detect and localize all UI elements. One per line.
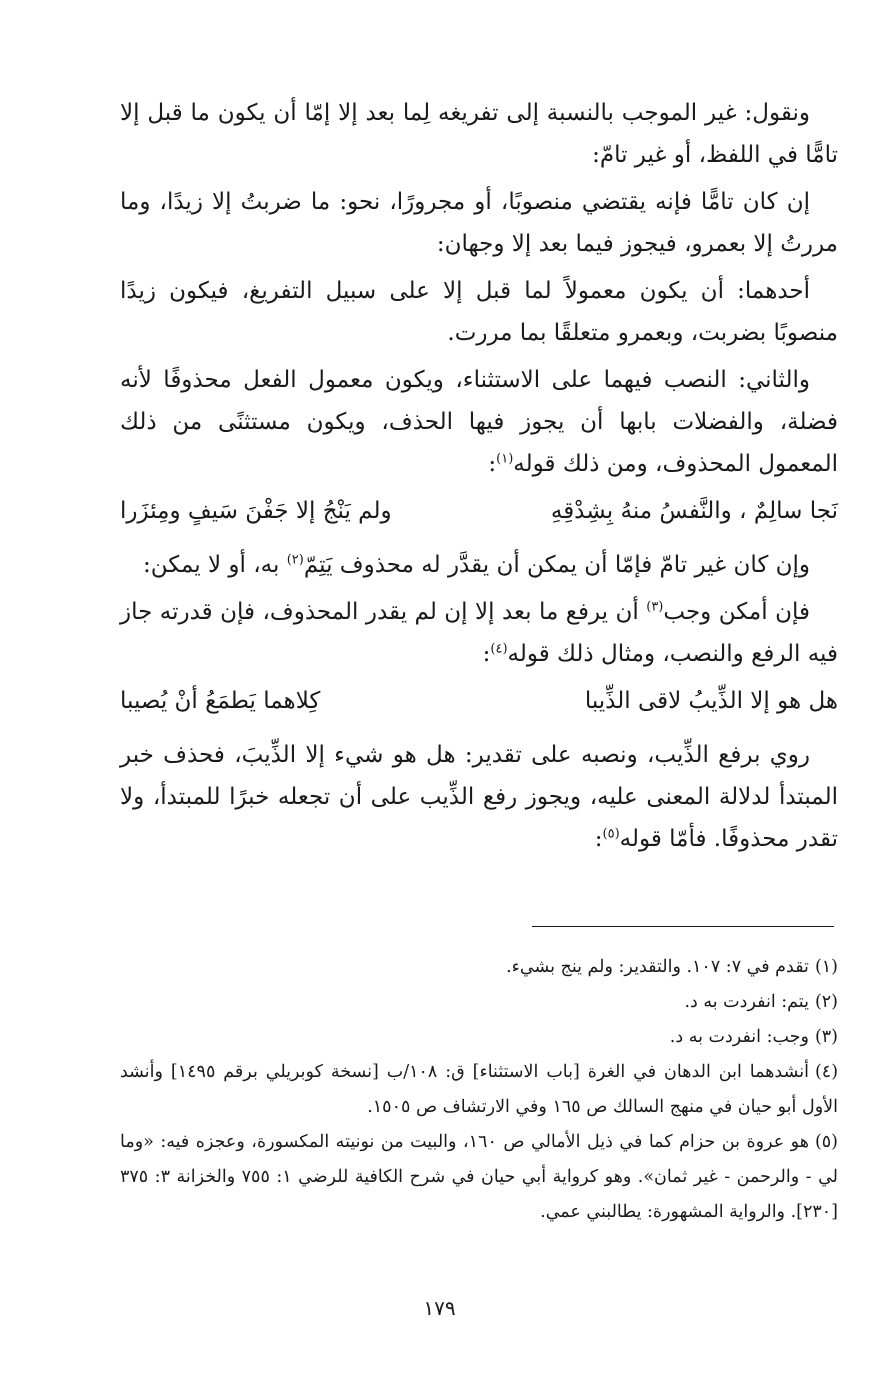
footnote-5 — [120, 1125, 838, 1230]
footnote-ref-5: (٥) — [602, 826, 620, 842]
paragraph-5-text-b: به، أو لا يمكن: — [143, 552, 287, 578]
paragraph-4-end: : — [488, 451, 497, 477]
paragraph-5 — [120, 544, 838, 586]
footnote-separator — [532, 926, 834, 927]
footnote-text: يتم: انفردت به د. — [684, 992, 809, 1012]
footnote-2 — [120, 985, 838, 1020]
verse-2-hemistich-2: كِلاهما يَطمَعُ أنْ يُصيبا — [120, 688, 321, 714]
footnote-text: أنشدهما ابن الدهان في الغرة [باب الاستثناء] ق: ١٠٨/ب [نسخة كوبريلي برقم ١٤٩٥] وأنشد الأول أبو حيان في منهج السالك ص ١٦٥ وفي الارتشاف ص ١٥٠٥. — [120, 1062, 838, 1117]
footnote-3 — [120, 1020, 838, 1055]
footnote-text: وجب: انفردت به د. — [669, 1027, 809, 1047]
footnote-number: (١) — [814, 957, 838, 977]
footnotes — [120, 950, 838, 1230]
footnote-ref-4: (٤) — [490, 641, 508, 657]
footnote-4 — [120, 1055, 838, 1125]
verse-1 — [120, 490, 838, 532]
footnote-text: تقدم في ٧: ١٠٧. والتقدير: ولم ينج بشيء. — [506, 957, 809, 977]
paragraph-1: ونقول: غير الموجب بالنسبة إلى تفريغه لِما بعد إلا إمّا أن يكون ما قبل إلا تامًّا في اللفظ، أو غير تامّ: — [120, 100, 838, 168]
footnote-text: هو عروة بن حزام كما في ذيل الأمالي ص ١٦٠، والبيت من نونيته المكسورة، وعجزه فيه: «وما لي - والرحمن - غير ثمان». وهو كرواية أبي حيان في شرح الكافية للرضي ١: ٧٥٥ والخزانة ٣: ٣٧٥ [٢٣٠]. والرواية المشهورة: يطالبني عمي. — [120, 1132, 838, 1222]
paragraph-3: أحدهما: أن يكون معمولاً لما قبل إلا على سبيل التفريغ، فيكون زيدًا منصوبًا بضربت، وبعمرو متعلقًا بما مررت. — [120, 278, 838, 346]
paragraph-6 — [120, 591, 838, 675]
footnote-ref-3: (٣) — [646, 599, 664, 615]
paragraph-7-end: : — [594, 826, 603, 852]
paragraph-4-text: والثاني: النصب فيهما على الاستثناء، ويكون معمول الفعل محذوفًا لأنه فضلة، والفضلات بابها أن يجوز فيها الحذف، ويكون مستثنًى من ذلك المعمول المحذوف، ومن ذلك قوله — [120, 367, 838, 477]
footnote-number: (٢) — [814, 992, 838, 1012]
verse-1-hemistich-2: ولم يَنْجُ إلا جَفْنَ سَيفٍ ومِئزَرا — [120, 498, 392, 524]
page-number: ١٧٩ — [423, 1296, 456, 1320]
footnote-number: (٤) — [814, 1062, 839, 1082]
paragraph-7-text: روي برفع الذِّيب، ونصبه على تقدير: هل هو شيء إلا الذِّيبَ، فحذف خبر المبتدأ لدلالة المعنى عليه، ويجوز رفع الذِّيب على أن تجعله خبرًا للمبتدأ، ولا تقدر محذوفًا. فأمّا قوله — [120, 742, 838, 852]
paragraph-2: إن كان تامًّا فإنه يقتضي منصوبًا، أو مجرورًا، نحو: ما ضربتُ إلا زيدًا، وما مررتُ إلا بعمرو، فيجوز فيما بعد إلا وجهان: — [120, 189, 838, 257]
paragraph-6-text-a: فإن أمكن وجب — [663, 599, 810, 625]
main-text — [120, 92, 838, 865]
paragraph-4 — [120, 359, 838, 485]
verse-2 — [120, 680, 838, 722]
footnote-ref-2: (٢) — [286, 552, 304, 568]
footnote-number: (٥) — [814, 1132, 838, 1152]
verse-1-hemistich-1: نَجا سالِمٌ ، والنَّفسُ منهُ بِشِدْقِهِ — [550, 498, 838, 524]
footnote-1 — [120, 950, 838, 985]
footnote-number: (٣) — [814, 1027, 838, 1047]
footnote-ref-1: (١) — [496, 451, 514, 467]
verse-2-hemistich-1: هل هو إلا الذِّيبُ لاقى الذِّيبا — [584, 688, 838, 714]
paragraph-6-end: : — [482, 641, 491, 667]
paragraph-7 — [120, 734, 838, 860]
paragraph-5-text-a: وإن كان غير تامّ فإمّا أن يمكن أن يقدَّر له محذوف يَتِمّ — [303, 552, 810, 578]
paragraph-6-text-b: أن يرفع ما بعد إلا إن لم يقدر المحذوف، فإن قدرته جاز فيه الرفع والنصب، ومثال ذلك قوله — [120, 599, 838, 667]
